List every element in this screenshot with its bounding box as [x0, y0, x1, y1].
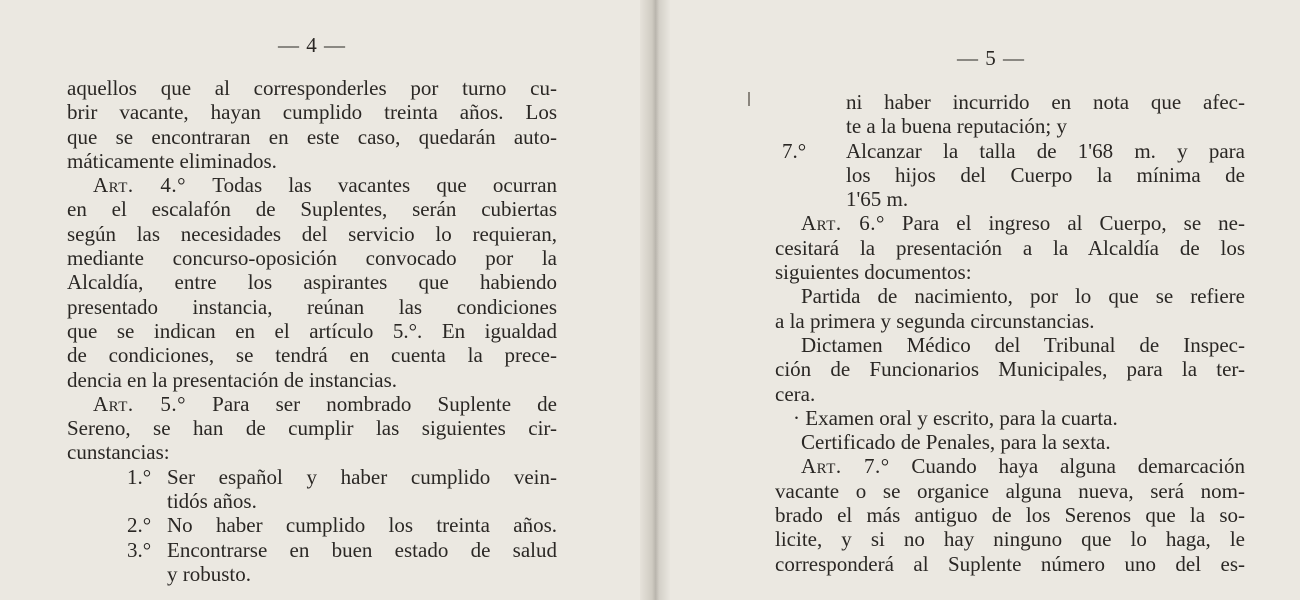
page-number: — 5 —: [957, 46, 1025, 70]
text-line: tidós años.: [167, 489, 257, 514]
article-label: Art. 6.°: [801, 211, 885, 236]
article-label: Art. 4.°: [93, 173, 187, 198]
text-line: Todas las vacantes que ocurran: [212, 173, 558, 198]
page-text: [775, 90, 1245, 576]
right-page: [661, 0, 1300, 600]
text-line: presentado instancia, reúnan las condiciones: [67, 294, 557, 319]
text-line: Ser español y haber cumplido vein-: [167, 464, 557, 489]
text-line: mediante concurso-oposición convocado por la: [67, 246, 557, 271]
item-number: 3.°: [127, 537, 152, 562]
text-line: Para ser nombrado Suplente de: [212, 391, 557, 416]
text-line: Cuando haya alguna demarcación: [911, 454, 1245, 479]
page-number: — 4 —: [278, 33, 346, 57]
article-label: Art. 7.°: [801, 454, 890, 479]
article-line: [775, 211, 1245, 235]
list-item: [67, 513, 557, 537]
text-line: aquellos que al corresponderles por turno cu-: [67, 76, 557, 100]
item-number: 2.°: [127, 513, 152, 538]
text-line: en el escalafón de Suplentes, serán cubiertas: [67, 197, 557, 222]
article-line: [67, 173, 557, 197]
text-line: Para el ingreso al Cuerpo, se ne-: [901, 211, 1245, 236]
text-line: Encontrarse en buen estado de salud: [167, 537, 557, 562]
text-line: ni haber incurrido en nota que afec-: [846, 90, 1245, 114]
item-number: 7.°: [782, 138, 807, 163]
text-line: Alcanzar la talla de 1'68 m. y para: [846, 138, 1245, 163]
text-line: según las necesidades del servicio lo requieran,: [67, 221, 557, 246]
text-line: siguientes documentos:: [775, 260, 972, 285]
text-line: 1'65 m.: [846, 187, 909, 212]
text-line: Dictamen Médico del Tribunal de Inspec-: [801, 332, 1245, 357]
text-line: cesitará la presentación a la Alcaldía de los: [775, 235, 1245, 260]
text-line: máticamente eliminados.: [67, 148, 277, 173]
text-line: Partida de nacimiento, por lo que se refiere: [801, 284, 1245, 309]
text-line: cunstancias:: [67, 440, 170, 465]
text-line: Alcaldía, entre los aspirantes que habiendo: [67, 270, 557, 295]
article-line: [67, 392, 557, 416]
article-line: [775, 454, 1245, 478]
text-line: Sereno, se han de cumplir las siguientes cir-: [67, 416, 557, 441]
text-line: Certificado de Penales, para la sexta.: [801, 430, 1111, 455]
item-number: 1.°: [127, 464, 152, 489]
text-line: a la primera y segunda circunstancias.: [775, 308, 1095, 333]
text-line: que se indican en el artículo 5.°. En igualdad: [67, 318, 557, 343]
book-gutter: [640, 0, 670, 600]
text-line: corresponderá al Suplente número uno del es-: [775, 551, 1245, 576]
text-line: No haber cumplido los treinta años.: [167, 513, 557, 538]
text-line: y robusto.: [167, 561, 251, 586]
text-line: de condiciones, se tendrá en cuenta la prece-: [67, 343, 557, 368]
margin-mark: [748, 92, 750, 106]
text-line: · Examen oral y escrito, para la cuarta.: [793, 405, 1118, 430]
list-item: [67, 538, 557, 562]
text-line: te a la buena reputación; y: [846, 114, 1067, 139]
text-line: los hijos del Cuerpo la mínima de: [846, 162, 1245, 187]
text-line: ción de Funcionarios Municipales, para la ter-: [775, 357, 1245, 382]
text-line: vacante o se organice alguna nueva, será nom-: [775, 478, 1245, 503]
text-line: brir vacante, hayan cumplido treinta años. Los: [67, 100, 557, 125]
page-text: [67, 76, 557, 586]
list-item: [744, 139, 1245, 163]
text-line: que se encontraran en este caso, quedarán auto-: [67, 124, 557, 149]
list-item: [67, 465, 557, 489]
text-line: brado el más antiguo de los Serenos que la so-: [775, 503, 1245, 528]
text-line: cera.: [775, 381, 816, 406]
text-line: dencia en la presentación de instancias.: [67, 367, 398, 392]
text-line: licite, y si no hay ninguno que lo haga, le: [775, 527, 1245, 552]
article-label: Art. 5.°: [93, 391, 186, 416]
